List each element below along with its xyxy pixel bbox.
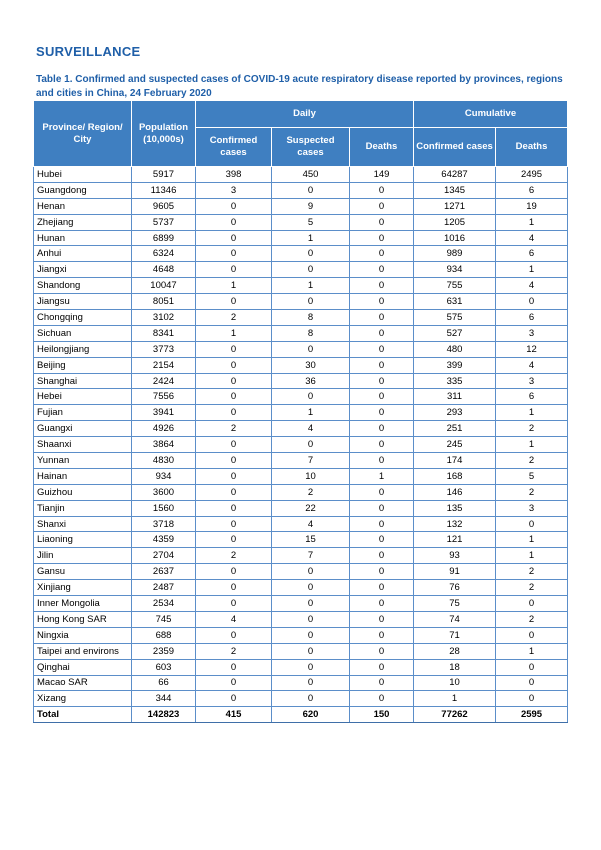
cell-daily-confirmed: 0 (196, 341, 272, 357)
cell-daily-confirmed: 2 (196, 643, 272, 659)
cell-population: 5737 (132, 214, 196, 230)
cell-daily-confirmed: 0 (196, 294, 272, 310)
cell-population: 7556 (132, 389, 196, 405)
total-daily-suspected: 620 (272, 707, 350, 723)
cases-table (33, 100, 568, 723)
cell-daily-deaths: 0 (350, 548, 414, 564)
cell-cumulative-confirmed: 71 (414, 627, 496, 643)
cell-cumulative-confirmed: 527 (414, 325, 496, 341)
cell-province: Chongqing (34, 310, 132, 326)
cell-daily-deaths: 0 (350, 182, 414, 198)
total-label: Total (34, 707, 132, 723)
cell-cumulative-confirmed: 399 (414, 357, 496, 373)
cell-cumulative-confirmed: 135 (414, 500, 496, 516)
cell-cumulative-deaths: 6 (496, 182, 568, 198)
cell-cumulative-deaths: 2 (496, 580, 568, 596)
total-population: 142823 (132, 707, 196, 723)
table-row (34, 437, 568, 453)
cell-cumulative-confirmed: 132 (414, 516, 496, 532)
cell-cumulative-confirmed: 1271 (414, 198, 496, 214)
cell-daily-suspected: 0 (272, 643, 350, 659)
cell-cumulative-confirmed: 174 (414, 453, 496, 469)
cell-daily-confirmed: 0 (196, 453, 272, 469)
cell-daily-suspected: 0 (272, 691, 350, 707)
cell-daily-deaths: 0 (350, 262, 414, 278)
cell-province: Shanghai (34, 373, 132, 389)
table-row (34, 230, 568, 246)
cell-daily-suspected: 0 (272, 596, 350, 612)
cell-daily-suspected: 15 (272, 532, 350, 548)
cell-cumulative-confirmed: 1016 (414, 230, 496, 246)
table-row (34, 246, 568, 262)
cell-daily-confirmed: 0 (196, 675, 272, 691)
cell-daily-confirmed: 0 (196, 532, 272, 548)
cell-daily-suspected: 1 (272, 230, 350, 246)
cell-daily-confirmed: 0 (196, 357, 272, 373)
cell-daily-suspected: 0 (272, 580, 350, 596)
cell-daily-deaths: 0 (350, 659, 414, 675)
cell-population: 4648 (132, 262, 196, 278)
cell-cumulative-deaths: 12 (496, 341, 568, 357)
cell-cumulative-deaths: 0 (496, 516, 568, 532)
cell-population: 9605 (132, 198, 196, 214)
cell-cumulative-confirmed: 311 (414, 389, 496, 405)
cell-daily-deaths: 0 (350, 453, 414, 469)
cell-cumulative-confirmed: 121 (414, 532, 496, 548)
cell-province: Macao SAR (34, 675, 132, 691)
table-row (34, 262, 568, 278)
cell-cumulative-deaths: 6 (496, 389, 568, 405)
cell-population: 3864 (132, 437, 196, 453)
cell-daily-confirmed: 0 (196, 246, 272, 262)
cell-cumulative-deaths: 2495 (496, 167, 568, 183)
cell-population: 5917 (132, 167, 196, 183)
cell-daily-confirmed: 0 (196, 198, 272, 214)
cell-cumulative-confirmed: 76 (414, 580, 496, 596)
cell-cumulative-confirmed: 64287 (414, 167, 496, 183)
cell-cumulative-confirmed: 480 (414, 341, 496, 357)
header-daily-confirmed: Confirmed cases (196, 128, 272, 167)
cell-population: 8341 (132, 325, 196, 341)
cell-province: Guangxi (34, 421, 132, 437)
cell-cumulative-deaths: 3 (496, 325, 568, 341)
cell-cumulative-deaths: 6 (496, 246, 568, 262)
cell-cumulative-deaths: 4 (496, 357, 568, 373)
cell-daily-deaths: 0 (350, 198, 414, 214)
cell-daily-suspected: 0 (272, 611, 350, 627)
cell-cumulative-confirmed: 934 (414, 262, 496, 278)
cell-daily-suspected: 0 (272, 182, 350, 198)
cell-population: 3102 (132, 310, 196, 326)
cell-cumulative-deaths: 0 (496, 659, 568, 675)
cell-province: Tianjin (34, 500, 132, 516)
cell-province: Henan (34, 198, 132, 214)
cell-population: 3600 (132, 484, 196, 500)
cell-daily-deaths: 0 (350, 230, 414, 246)
cell-daily-deaths: 0 (350, 516, 414, 532)
cell-daily-suspected: 0 (272, 262, 350, 278)
cell-province: Liaoning (34, 532, 132, 548)
cell-population: 1560 (132, 500, 196, 516)
cell-province: Hebei (34, 389, 132, 405)
cell-daily-suspected: 8 (272, 325, 350, 341)
cell-daily-confirmed: 2 (196, 421, 272, 437)
cell-population: 4359 (132, 532, 196, 548)
cell-daily-deaths: 0 (350, 564, 414, 580)
cell-daily-deaths: 0 (350, 580, 414, 596)
cell-daily-deaths: 1 (350, 468, 414, 484)
cell-province: Hunan (34, 230, 132, 246)
table-row (34, 596, 568, 612)
cell-population: 4926 (132, 421, 196, 437)
cell-daily-confirmed: 0 (196, 405, 272, 421)
cell-province: Inner Mongolia (34, 596, 132, 612)
total-row (34, 707, 568, 723)
header-cumulative: Cumulative (414, 101, 568, 128)
cell-daily-confirmed: 1 (196, 325, 272, 341)
cell-province: Gansu (34, 564, 132, 580)
cell-population: 688 (132, 627, 196, 643)
cell-province: Hainan (34, 468, 132, 484)
cell-daily-deaths: 0 (350, 675, 414, 691)
cell-cumulative-confirmed: 91 (414, 564, 496, 580)
cell-cumulative-deaths: 19 (496, 198, 568, 214)
cell-daily-confirmed: 0 (196, 659, 272, 675)
cell-daily-suspected: 9 (272, 198, 350, 214)
cell-daily-suspected: 4 (272, 421, 350, 437)
cell-cumulative-deaths: 1 (496, 532, 568, 548)
cell-daily-confirmed: 0 (196, 437, 272, 453)
cell-daily-suspected: 5 (272, 214, 350, 230)
cell-province: Shanxi (34, 516, 132, 532)
cell-daily-confirmed: 2 (196, 548, 272, 564)
cell-daily-deaths: 0 (350, 389, 414, 405)
cell-daily-confirmed: 0 (196, 468, 272, 484)
cell-daily-suspected: 0 (272, 389, 350, 405)
cell-cumulative-confirmed: 146 (414, 484, 496, 500)
table-row (34, 516, 568, 532)
cell-daily-deaths: 0 (350, 278, 414, 294)
cell-daily-deaths: 0 (350, 310, 414, 326)
cell-daily-deaths: 0 (350, 596, 414, 612)
cell-province: Zhejiang (34, 214, 132, 230)
cell-province: Sichuan (34, 325, 132, 341)
cell-province: Taipei and environs (34, 643, 132, 659)
cell-cumulative-confirmed: 74 (414, 611, 496, 627)
cell-daily-suspected: 1 (272, 278, 350, 294)
cell-daily-deaths: 0 (350, 500, 414, 516)
cell-population: 2704 (132, 548, 196, 564)
cell-population: 2359 (132, 643, 196, 659)
cell-daily-deaths: 0 (350, 357, 414, 373)
cell-daily-suspected: 2 (272, 484, 350, 500)
cell-population: 2534 (132, 596, 196, 612)
cell-cumulative-deaths: 2 (496, 421, 568, 437)
header-population: Population (10,000s) (132, 101, 196, 167)
cell-population: 8051 (132, 294, 196, 310)
table-row (34, 659, 568, 675)
cell-daily-deaths: 0 (350, 373, 414, 389)
cell-cumulative-confirmed: 251 (414, 421, 496, 437)
cell-cumulative-confirmed: 335 (414, 373, 496, 389)
header-daily: Daily (196, 101, 414, 128)
cell-daily-suspected: 0 (272, 627, 350, 643)
cell-cumulative-deaths: 1 (496, 643, 568, 659)
cell-population: 2487 (132, 580, 196, 596)
cell-cumulative-deaths: 1 (496, 262, 568, 278)
total-cumulative-confirmed: 77262 (414, 707, 496, 723)
cell-cumulative-deaths: 2 (496, 484, 568, 500)
cell-daily-confirmed: 3 (196, 182, 272, 198)
cell-daily-deaths: 0 (350, 437, 414, 453)
cell-daily-suspected: 0 (272, 659, 350, 675)
cell-cumulative-deaths: 2 (496, 453, 568, 469)
cell-daily-suspected: 0 (272, 437, 350, 453)
cell-daily-suspected: 36 (272, 373, 350, 389)
cell-daily-deaths: 0 (350, 421, 414, 437)
cell-daily-deaths: 0 (350, 643, 414, 659)
cell-daily-confirmed: 0 (196, 691, 272, 707)
header-cumulative-confirmed: Confirmed cases (414, 128, 496, 167)
cell-daily-suspected: 0 (272, 564, 350, 580)
cell-province: Hong Kong SAR (34, 611, 132, 627)
total-daily-deaths: 150 (350, 707, 414, 723)
cell-province: Heilongjiang (34, 341, 132, 357)
cell-cumulative-deaths: 0 (496, 691, 568, 707)
table-row (34, 484, 568, 500)
cell-daily-confirmed: 0 (196, 484, 272, 500)
table-row (34, 214, 568, 230)
table-row (34, 341, 568, 357)
cell-daily-deaths: 0 (350, 214, 414, 230)
cell-daily-suspected: 22 (272, 500, 350, 516)
cell-population: 2637 (132, 564, 196, 580)
table-caption: Table 1. Confirmed and suspected cases of COVID-19 acute respiratory disease reported by provinces, regions and cities in China, 24 February 2020 (36, 74, 563, 99)
cell-cumulative-deaths: 0 (496, 627, 568, 643)
cell-cumulative-confirmed: 755 (414, 278, 496, 294)
cell-daily-deaths: 0 (350, 325, 414, 341)
table-row (34, 580, 568, 596)
cell-daily-suspected: 0 (272, 675, 350, 691)
cell-cumulative-deaths: 3 (496, 373, 568, 389)
table-row (34, 627, 568, 643)
cell-daily-suspected: 0 (272, 294, 350, 310)
table-row (34, 182, 568, 198)
cell-province: Jilin (34, 548, 132, 564)
table-row (34, 691, 568, 707)
cell-cumulative-deaths: 0 (496, 596, 568, 612)
cell-daily-suspected: 1 (272, 405, 350, 421)
cell-province: Yunnan (34, 453, 132, 469)
cell-population: 344 (132, 691, 196, 707)
cell-province: Fujian (34, 405, 132, 421)
cell-cumulative-confirmed: 168 (414, 468, 496, 484)
cell-daily-deaths: 0 (350, 341, 414, 357)
cell-cumulative-deaths: 2 (496, 564, 568, 580)
table-row (34, 325, 568, 341)
table-row (34, 675, 568, 691)
cell-daily-confirmed: 0 (196, 373, 272, 389)
cell-province: Xinjiang (34, 580, 132, 596)
table-row (34, 294, 568, 310)
cell-province: Beijing (34, 357, 132, 373)
cell-daily-confirmed: 0 (196, 262, 272, 278)
cell-daily-confirmed: 0 (196, 516, 272, 532)
cell-daily-confirmed: 0 (196, 500, 272, 516)
table-row (34, 198, 568, 214)
cell-population: 11346 (132, 182, 196, 198)
cell-daily-deaths: 0 (350, 532, 414, 548)
table-row (34, 500, 568, 516)
cell-province: Hubei (34, 167, 132, 183)
cell-daily-suspected: 0 (272, 341, 350, 357)
table-row (34, 453, 568, 469)
cell-daily-confirmed: 2 (196, 310, 272, 326)
cell-daily-confirmed: 4 (196, 611, 272, 627)
cell-cumulative-deaths: 1 (496, 405, 568, 421)
cell-cumulative-deaths: 0 (496, 294, 568, 310)
cell-cumulative-confirmed: 75 (414, 596, 496, 612)
cell-daily-deaths: 0 (350, 405, 414, 421)
cell-daily-suspected: 7 (272, 548, 350, 564)
cell-population: 934 (132, 468, 196, 484)
cell-population: 3941 (132, 405, 196, 421)
table-row (34, 405, 568, 421)
cell-daily-confirmed: 0 (196, 627, 272, 643)
cell-cumulative-deaths: 1 (496, 214, 568, 230)
total-daily-confirmed: 415 (196, 707, 272, 723)
cell-daily-suspected: 7 (272, 453, 350, 469)
cell-population: 745 (132, 611, 196, 627)
table-body (34, 167, 568, 723)
cell-daily-deaths: 0 (350, 484, 414, 500)
cell-daily-confirmed: 0 (196, 564, 272, 580)
cell-cumulative-confirmed: 1 (414, 691, 496, 707)
cell-province: Ningxia (34, 627, 132, 643)
table-row (34, 468, 568, 484)
cell-population: 6324 (132, 246, 196, 262)
cell-daily-confirmed: 0 (196, 230, 272, 246)
cell-province: Shaanxi (34, 437, 132, 453)
cell-daily-deaths: 0 (350, 246, 414, 262)
cell-daily-suspected: 450 (272, 167, 350, 183)
table-row (34, 532, 568, 548)
cell-daily-suspected: 4 (272, 516, 350, 532)
cell-cumulative-deaths: 1 (496, 437, 568, 453)
cell-daily-deaths: 149 (350, 167, 414, 183)
table-row (34, 167, 568, 183)
table-row (34, 611, 568, 627)
cell-cumulative-deaths: 4 (496, 230, 568, 246)
header-province: Province/ Region/ City (34, 101, 132, 167)
header-daily-suspected: Suspected cases (272, 128, 350, 167)
cell-daily-confirmed: 0 (196, 214, 272, 230)
cell-province: Jiangxi (34, 262, 132, 278)
cell-cumulative-deaths: 6 (496, 310, 568, 326)
header-cumulative-deaths: Deaths (496, 128, 568, 167)
table-row (34, 643, 568, 659)
cell-daily-suspected: 0 (272, 246, 350, 262)
cell-cumulative-deaths: 3 (496, 500, 568, 516)
cell-province: Qinghai (34, 659, 132, 675)
cell-province: Anhui (34, 246, 132, 262)
cell-daily-confirmed: 0 (196, 580, 272, 596)
table-row (34, 548, 568, 564)
cell-population: 66 (132, 675, 196, 691)
cell-daily-confirmed: 0 (196, 596, 272, 612)
table-row (34, 310, 568, 326)
cell-population: 2424 (132, 373, 196, 389)
cell-cumulative-confirmed: 631 (414, 294, 496, 310)
table-row (34, 373, 568, 389)
cell-cumulative-confirmed: 1205 (414, 214, 496, 230)
table-row (34, 564, 568, 580)
cell-daily-suspected: 8 (272, 310, 350, 326)
cell-cumulative-confirmed: 18 (414, 659, 496, 675)
table-row (34, 357, 568, 373)
cell-cumulative-confirmed: 93 (414, 548, 496, 564)
cell-daily-confirmed: 1 (196, 278, 272, 294)
cell-cumulative-deaths: 4 (496, 278, 568, 294)
cell-daily-deaths: 0 (350, 627, 414, 643)
cell-cumulative-confirmed: 1345 (414, 182, 496, 198)
cell-cumulative-deaths: 5 (496, 468, 568, 484)
cell-cumulative-deaths: 2 (496, 611, 568, 627)
cell-cumulative-confirmed: 10 (414, 675, 496, 691)
cell-daily-deaths: 0 (350, 294, 414, 310)
section-title: SURVEILLANCE (36, 44, 141, 59)
cell-daily-confirmed: 0 (196, 389, 272, 405)
cell-province: Xizang (34, 691, 132, 707)
table-row (34, 278, 568, 294)
cell-population: 3773 (132, 341, 196, 357)
table-row (34, 421, 568, 437)
cell-province: Guangdong (34, 182, 132, 198)
cell-province: Jiangsu (34, 294, 132, 310)
cell-province: Guizhou (34, 484, 132, 500)
cell-daily-suspected: 30 (272, 357, 350, 373)
cell-daily-deaths: 0 (350, 611, 414, 627)
cell-population: 603 (132, 659, 196, 675)
cell-cumulative-confirmed: 293 (414, 405, 496, 421)
cell-daily-suspected: 10 (272, 468, 350, 484)
cell-cumulative-deaths: 1 (496, 548, 568, 564)
cell-cumulative-deaths: 0 (496, 675, 568, 691)
cell-cumulative-confirmed: 28 (414, 643, 496, 659)
cell-cumulative-confirmed: 575 (414, 310, 496, 326)
cell-province: Shandong (34, 278, 132, 294)
cell-daily-confirmed: 398 (196, 167, 272, 183)
cell-cumulative-confirmed: 989 (414, 246, 496, 262)
header-daily-deaths: Deaths (350, 128, 414, 167)
cell-population: 2154 (132, 357, 196, 373)
cell-population: 3718 (132, 516, 196, 532)
cell-cumulative-confirmed: 245 (414, 437, 496, 453)
cell-population: 4830 (132, 453, 196, 469)
total-cumulative-deaths: 2595 (496, 707, 568, 723)
cell-population: 6899 (132, 230, 196, 246)
table-row (34, 389, 568, 405)
cell-daily-deaths: 0 (350, 691, 414, 707)
cell-population: 10047 (132, 278, 196, 294)
